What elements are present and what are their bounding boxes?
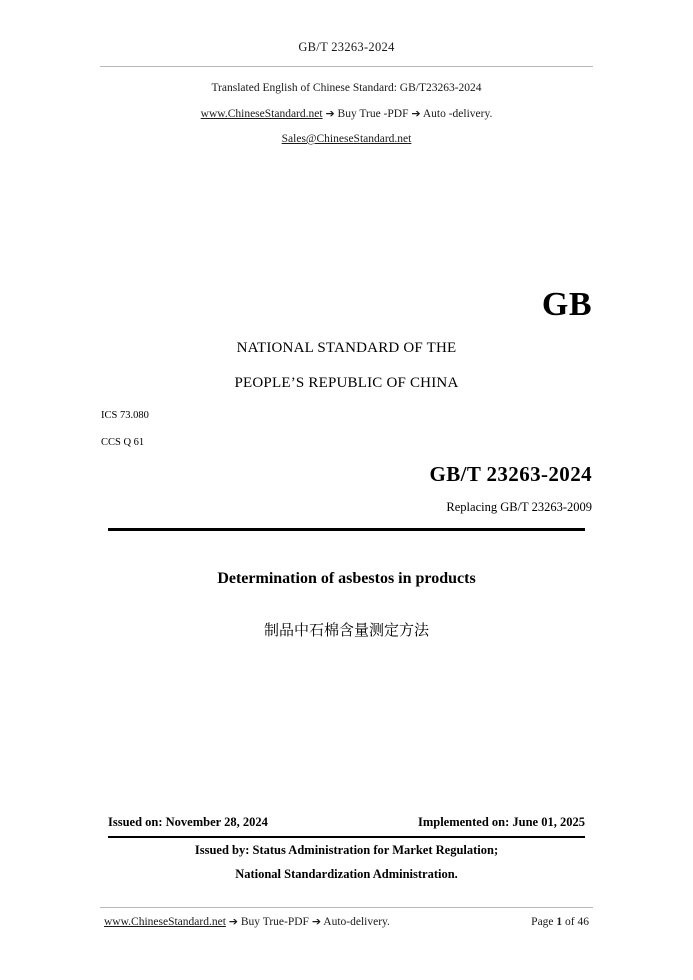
document-title-english: Determination of asbestos in products [217,570,476,587]
promo-site-link[interactable]: www.ChineseStandard.net [200,108,323,120]
issue-dates-row [108,815,585,830]
promo-line-1: Translated English of Chinese Standard: GB/T23263-2024 [211,82,482,94]
national-standard-line-2: PEOPLE’S REPUBLIC OF CHINA [234,375,459,391]
issuing-authority-1: Issued by: Status Administration for Market Regulation; [194,843,499,857]
promo-line-2 [0,108,693,121]
ccs-code: CCS Q 61 [101,437,145,448]
standard-number: GB/T 23263-2024 [429,462,592,486]
footer-buy-text: Buy True-PDF [240,916,309,928]
page-label: Page [531,916,554,928]
issuing-authority-2: National Standardization Administration. [235,867,458,881]
page-of-label: of [565,916,575,928]
issued-on-date: Issued on: November 28, 2024 [108,815,268,829]
promo-buy-text: Buy True -PDF [337,108,409,120]
ics-code: ICS 73.080 [101,410,149,421]
promo-delivery-text: Auto -delivery. [422,108,493,120]
promo-line-3 [0,133,693,146]
arrow-right-icon-4: ➔ [311,915,322,928]
gb-emblem-text: GB [541,286,592,323]
cover-divider-top [108,528,585,531]
promo-email-link[interactable]: Sales@ChineseStandard.net [281,133,412,145]
implemented-on-date: Implemented on: June 01, 2025 [417,815,585,829]
page-footer [104,915,589,928]
page-total: 46 [577,916,589,928]
footer-delivery-text: Auto-delivery. [323,916,390,928]
cover-divider-bottom [108,836,585,838]
page-number-indicator [531,916,589,928]
arrow-right-icon: ➔ [325,107,335,120]
header-divider [100,66,593,67]
document-title-chinese: 制品中石棉含量测定方法 [263,621,429,639]
footer-site-link[interactable]: www.ChineseStandard.net [104,916,226,928]
page-current: 1 [556,916,563,928]
arrow-right-icon-3: ➔ [228,915,238,928]
page-header-title: GB/T 23263-2024 [298,40,395,54]
footer-divider [100,907,593,908]
national-standard-line-1: NATIONAL STANDARD OF THE [236,340,457,356]
arrow-right-icon-2: ➔ [411,107,421,120]
footer-promo [104,915,390,928]
replacing-standard: Replacing GB/T 23263-2009 [446,500,592,514]
